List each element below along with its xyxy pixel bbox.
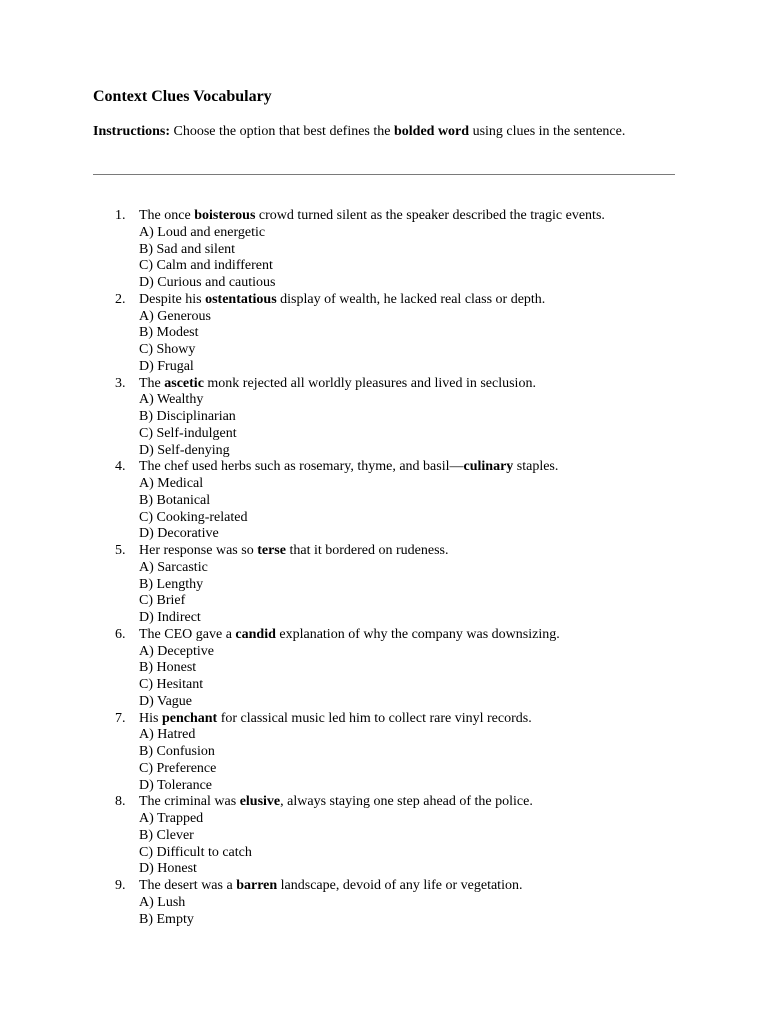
answer-option: D) Indirect [139,610,201,625]
answer-option: A) Medical [139,476,204,491]
question-number: 6. [115,626,126,642]
sentence-text: The desert was a [139,878,237,893]
question-number: 5. [115,543,126,558]
sentence-text: explanation of why the company was downsizing. [275,626,560,642]
vocabulary-word: ostentatious [205,291,277,307]
question-number: 2. [115,291,126,307]
question-sentence [139,292,675,309]
document-title: Context Clues Vocabulary [93,88,272,105]
answer-option: D) Frugal [139,358,194,374]
instructions-text-after: using clues in the sentence. [469,124,626,139]
answer-option: D) Tolerance [139,777,213,793]
answer-option: C) Hesitant [139,677,204,692]
answer-option: C) Preference [139,760,217,776]
horizontal-divider [93,174,675,175]
answer-option: B) Empty [139,911,194,927]
sentence-text: His [139,710,162,726]
question-number: 3. [115,375,126,391]
vocabulary-word: culinary [463,459,514,475]
question-number: 7. [115,710,126,726]
question-sentence [139,711,675,728]
answer-option: A) Loud and energetic [139,224,266,240]
answer-option: C) Cooking-related [139,509,248,525]
answer-option: D) Vague [139,693,193,709]
answer-option: A) Lush [139,894,186,910]
answer-option: C) Showy [139,342,196,357]
question-item [93,543,675,627]
instructions-label: Instructions: [93,124,171,139]
answer-option: D) Decorative [139,526,219,542]
question-list [93,208,675,928]
sentence-text: display of wealth, he lacked real class or depth. [276,291,546,307]
answer-option: C) Brief [139,593,186,609]
question-sentence [139,627,675,644]
answer-option: A) Generous [139,308,211,324]
vocabulary-word: terse [257,543,286,558]
answer-option: B) Confusion [139,744,215,759]
answer-option: B) Honest [139,660,197,676]
answer-option: A) Hatred [139,727,196,743]
answer-option: D) Self-denying [139,442,230,458]
sentence-text: The criminal was [139,794,240,810]
question-sentence [139,376,675,393]
vocabulary-word: candid [235,626,276,642]
sentence-text: landscape, devoid of any life or vegetation. [277,878,523,893]
instructions-bold-phrase: bolded word [393,124,470,139]
question-sentence [139,878,675,895]
vocabulary-word: boisterous [194,208,256,223]
answer-option: B) Sad and silent [139,241,236,257]
answer-option: B) Disciplinarian [139,409,236,424]
question-number: 8. [115,794,126,810]
vocabulary-word: ascetic [164,375,204,391]
vocabulary-word: barren [236,878,278,893]
answer-option: D) Honest [139,861,197,877]
sentence-text: Her response was so [139,543,258,558]
answer-option: C) Calm and indifferent [139,258,273,274]
question-sentence [139,794,675,811]
question-sentence [139,543,675,560]
question-item [93,208,675,292]
vocabulary-word: elusive [239,794,281,810]
sentence-text: crowd turned silent as the speaker described the tragic events. [255,208,605,223]
sentence-text: , always staying one step ahead of the police. [280,794,533,810]
answer-option: A) Sarcastic [139,559,208,575]
answer-option: D) Curious and cautious [139,275,276,290]
question-item [93,292,675,376]
answer-option: B) Lengthy [139,576,204,592]
answer-option: C) Self-indulgent [139,425,237,441]
sentence-text: for classical music led him to collect rare vinyl records. [217,710,532,726]
question-sentence [139,208,675,225]
instructions [93,123,675,140]
answer-option: A) Deceptive [139,643,215,659]
answer-option: A) Trapped [139,811,204,826]
instructions-text-before: Choose the option that best defines the [170,124,394,139]
sentence-text: that it bordered on rudeness. [285,543,449,558]
answer-option: A) Wealthy [139,392,204,408]
sentence-text: The [139,375,165,391]
question-item [93,878,675,928]
question-item [93,711,675,795]
sentence-text: Despite his [139,291,206,307]
question-number: 4. [115,459,126,475]
sentence-text: The once [139,208,195,223]
answer-option: B) Clever [139,827,194,843]
question-item [93,627,675,711]
answer-option: C) Difficult to catch [139,844,252,860]
sentence-text: The chef used herbs such as rosemary, thyme, and basil— [139,459,464,475]
question-number: 1. [115,208,126,223]
answer-option: B) Botanical [139,492,211,508]
sentence-text: The CEO gave a [139,626,236,642]
sentence-text: staples. [513,459,559,475]
question-item [93,459,675,543]
answer-option: B) Modest [139,325,199,341]
question-number: 9. [115,878,126,893]
question-item [93,376,675,460]
vocabulary-word: penchant [161,710,218,726]
sentence-text: monk rejected all worldly pleasures and lived in seclusion. [203,375,536,391]
question-item [93,794,675,878]
question-sentence [139,459,675,476]
